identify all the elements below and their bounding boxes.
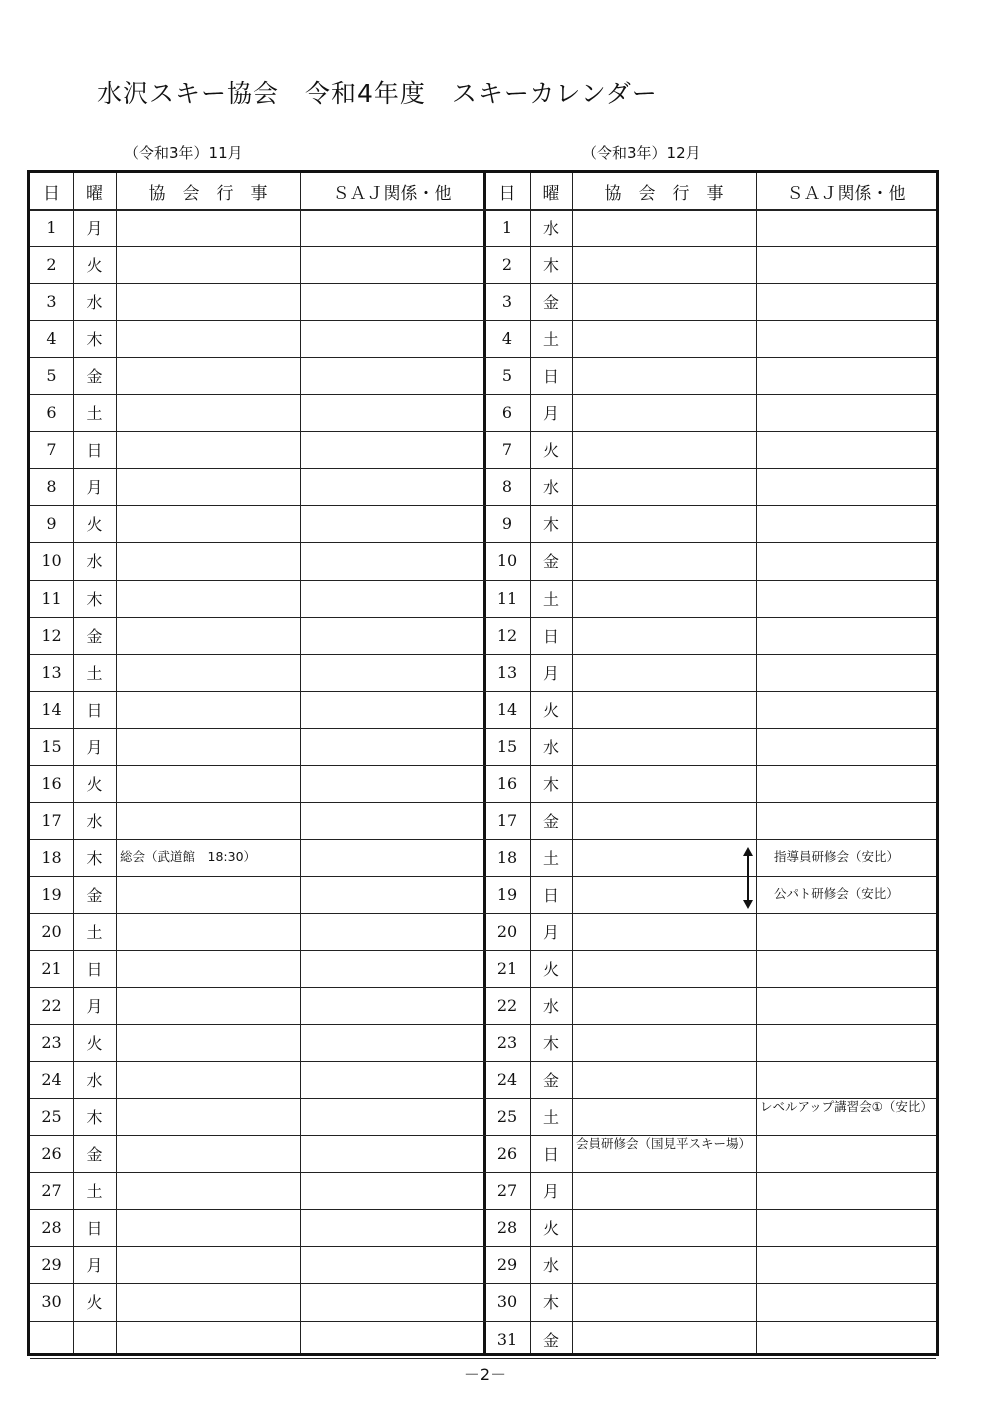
day-number: 11 [496, 588, 518, 608]
day-number: 24 [496, 1070, 518, 1090]
day-number: 28 [496, 1218, 518, 1238]
saj-event: 公パト研修会（安比） [774, 886, 899, 901]
day-number: 23 [496, 1033, 518, 1053]
row-divider [30, 505, 936, 506]
weekday: 日 [542, 626, 559, 646]
month-label-november: （令和3年）11月 [124, 144, 243, 162]
row-divider [30, 1209, 936, 1210]
row-divider [30, 1246, 936, 1247]
day-number: 21 [496, 959, 518, 979]
row-divider [30, 1024, 936, 1025]
weekday: 木 [542, 774, 559, 794]
weekday: 月 [542, 404, 559, 424]
row-divider [30, 950, 936, 951]
row-divider [30, 802, 936, 803]
day-number: 29 [496, 1255, 518, 1275]
weekday: 木 [542, 256, 559, 276]
day-number: 10 [41, 551, 62, 571]
header-day-nov: 日 [43, 183, 60, 204]
row-divider [30, 1358, 936, 1359]
day-number: 31 [496, 1329, 518, 1349]
row-divider [30, 468, 936, 469]
weekday: 月 [542, 663, 559, 683]
day-number: 4 [501, 329, 513, 349]
weekday: 土 [542, 589, 559, 609]
weekday: 金 [542, 293, 559, 313]
weekday: 月 [86, 219, 103, 239]
saj-event: レベルアップ講習会①（安比） [760, 1100, 933, 1115]
header-association-events-nov: 協 会 行 事 [148, 183, 268, 204]
day-number: 20 [41, 921, 62, 941]
weekday: 金 [542, 1071, 559, 1091]
day-number: 11 [41, 588, 62, 608]
day-number: 19 [496, 884, 518, 904]
day-number: 20 [496, 921, 518, 941]
weekday: 日 [542, 367, 559, 387]
day-number: 16 [41, 773, 62, 793]
arrow-up-icon [743, 847, 753, 856]
row-divider [30, 913, 936, 914]
header-saj-other-nov: ＳＡＪ関係・他 [332, 183, 452, 204]
weekday: 水 [542, 1256, 559, 1276]
weekday: 日 [86, 700, 103, 720]
row-divider [30, 246, 936, 247]
weekday: 日 [86, 960, 103, 980]
weekday: 土 [86, 663, 103, 683]
weekday: 木 [86, 848, 103, 868]
weekday: 月 [86, 478, 103, 498]
row-divider [30, 1098, 936, 1099]
weekday: 火 [542, 441, 559, 461]
day-number: 12 [496, 625, 518, 645]
weekday: 火 [86, 515, 103, 535]
row-divider [30, 209, 936, 211]
day-number: 3 [46, 292, 57, 312]
weekday: 水 [542, 997, 559, 1017]
day-number: 21 [41, 959, 62, 979]
weekday: 土 [86, 922, 103, 942]
month-label-december: （令和3年）12月 [582, 144, 701, 162]
weekday: 木 [86, 1108, 103, 1128]
weekday: 水 [542, 737, 559, 757]
day-number: 17 [41, 810, 62, 830]
day-number: 3 [501, 292, 513, 312]
weekday: 木 [86, 330, 103, 350]
day-number: 12 [41, 625, 62, 645]
weekday: 月 [542, 1182, 559, 1202]
day-number: 15 [496, 736, 518, 756]
day-number: 9 [46, 514, 57, 534]
day-number: 23 [41, 1033, 62, 1053]
day-number: 7 [501, 440, 513, 460]
day-number: 30 [41, 1292, 62, 1312]
weekday: 金 [542, 811, 559, 831]
day-number: 1 [46, 218, 57, 238]
row-divider [30, 1283, 936, 1284]
weekday: 木 [86, 589, 103, 609]
day-number: 27 [496, 1181, 518, 1201]
weekday: 火 [542, 700, 559, 720]
day-number: 8 [46, 477, 57, 497]
header-weekday-nov: 曜 [86, 183, 103, 204]
weekday: 月 [86, 997, 103, 1017]
day-number: 13 [496, 662, 518, 682]
weekday: 月 [86, 737, 103, 757]
day-number: 14 [496, 699, 518, 719]
weekday: 土 [542, 1108, 559, 1128]
weekday: 日 [542, 1145, 559, 1165]
row-divider [30, 1061, 936, 1062]
row-divider [30, 1321, 936, 1322]
weekday: 土 [86, 1182, 103, 1202]
weekday: 日 [86, 1219, 103, 1239]
day-number: 2 [46, 255, 57, 275]
row-divider [30, 1172, 936, 1173]
weekday: 土 [542, 330, 559, 350]
day-number: 13 [41, 662, 62, 682]
page-number: －2－ [463, 1365, 507, 1384]
header-association-events-dec: 協 会 行 事 [604, 183, 724, 204]
day-number: 17 [496, 810, 518, 830]
weekday: 水 [86, 552, 103, 572]
day-number: 25 [41, 1107, 62, 1127]
day-number: 29 [41, 1255, 62, 1275]
day-number: 18 [41, 847, 62, 867]
weekday: 日 [542, 885, 559, 905]
row-divider [30, 765, 936, 766]
weekday: 火 [86, 1034, 103, 1054]
day-number: 22 [41, 996, 62, 1016]
weekday: 金 [86, 1145, 103, 1165]
weekday: 金 [542, 1330, 559, 1350]
day-number: 25 [496, 1107, 518, 1127]
row-divider [30, 357, 936, 358]
row-divider [30, 839, 936, 840]
row-divider [30, 617, 936, 618]
calendar-table [27, 170, 939, 1356]
header-day-dec: 日 [498, 183, 516, 204]
weekday: 火 [86, 256, 103, 276]
weekday: 水 [542, 219, 559, 239]
day-number: 6 [46, 403, 57, 423]
day-number: 1 [501, 218, 513, 238]
row-divider [30, 987, 936, 988]
column-divider [116, 173, 117, 1353]
weekday: 土 [542, 848, 559, 868]
column-divider [572, 173, 573, 1353]
weekday: 火 [542, 960, 559, 980]
weekday: 水 [86, 811, 103, 831]
day-number: 28 [41, 1218, 62, 1238]
header-weekday-dec: 曜 [542, 183, 560, 204]
day-number: 5 [501, 366, 513, 386]
row-divider [30, 691, 936, 692]
weekday: 月 [542, 922, 559, 942]
weekday: 木 [542, 1293, 559, 1313]
weekday: 金 [86, 626, 103, 646]
day-number: 2 [501, 255, 513, 275]
weekday: 水 [86, 1071, 103, 1091]
row-divider [30, 283, 936, 284]
day-number: 6 [501, 403, 513, 423]
association-event: 会員研修会（国見平スキー場） [576, 1137, 752, 1152]
association-event: 総会（武道館 18:30） [120, 849, 257, 864]
row-divider [30, 320, 936, 321]
weekday: 金 [542, 552, 559, 572]
weekday: 火 [542, 1219, 559, 1239]
day-number: 7 [46, 440, 57, 460]
weekday [73, 1321, 116, 1358]
row-divider [30, 728, 936, 729]
day-number: 16 [496, 773, 518, 793]
arrow-down-icon [743, 900, 753, 909]
day-number: 15 [41, 736, 62, 756]
row-divider [30, 394, 936, 395]
row-divider [30, 431, 936, 432]
day-number: 30 [496, 1292, 518, 1312]
day-number: 18 [496, 847, 518, 867]
weekday: 金 [86, 885, 103, 905]
day-number: 27 [41, 1181, 62, 1201]
row-divider [30, 542, 936, 543]
row-divider [30, 1135, 936, 1136]
row-divider [30, 876, 936, 877]
weekday: 日 [86, 441, 103, 461]
row-divider [30, 580, 936, 581]
span-arrow-line [747, 855, 749, 901]
day-number: 26 [496, 1144, 518, 1164]
weekday: 火 [86, 774, 103, 794]
weekday: 土 [86, 404, 103, 424]
weekday: 金 [86, 367, 103, 387]
day-number [30, 1321, 73, 1358]
weekday: 月 [86, 1256, 103, 1276]
day-number: 24 [41, 1070, 62, 1090]
weekday: 火 [86, 1293, 103, 1313]
day-number: 19 [41, 884, 62, 904]
day-number: 8 [501, 477, 513, 497]
day-number: 5 [46, 366, 57, 386]
weekday: 水 [542, 478, 559, 498]
day-number: 22 [496, 996, 518, 1016]
column-divider [300, 173, 301, 1353]
weekday: 水 [86, 293, 103, 313]
day-number: 4 [46, 329, 57, 349]
header-saj-other-dec: ＳＡＪ関係・他 [786, 183, 906, 204]
day-number: 14 [41, 699, 62, 719]
day-number: 26 [41, 1144, 62, 1164]
weekday: 木 [542, 1034, 559, 1054]
day-number: 9 [501, 514, 513, 534]
day-number: 10 [496, 551, 518, 571]
document-title: 水沢スキー協会 令和4年度 スキーカレンダー [97, 79, 658, 108]
column-divider [756, 173, 757, 1353]
weekday: 木 [542, 515, 559, 535]
saj-event: 指導員研修会（安比） [774, 849, 900, 864]
row-divider [30, 654, 936, 655]
